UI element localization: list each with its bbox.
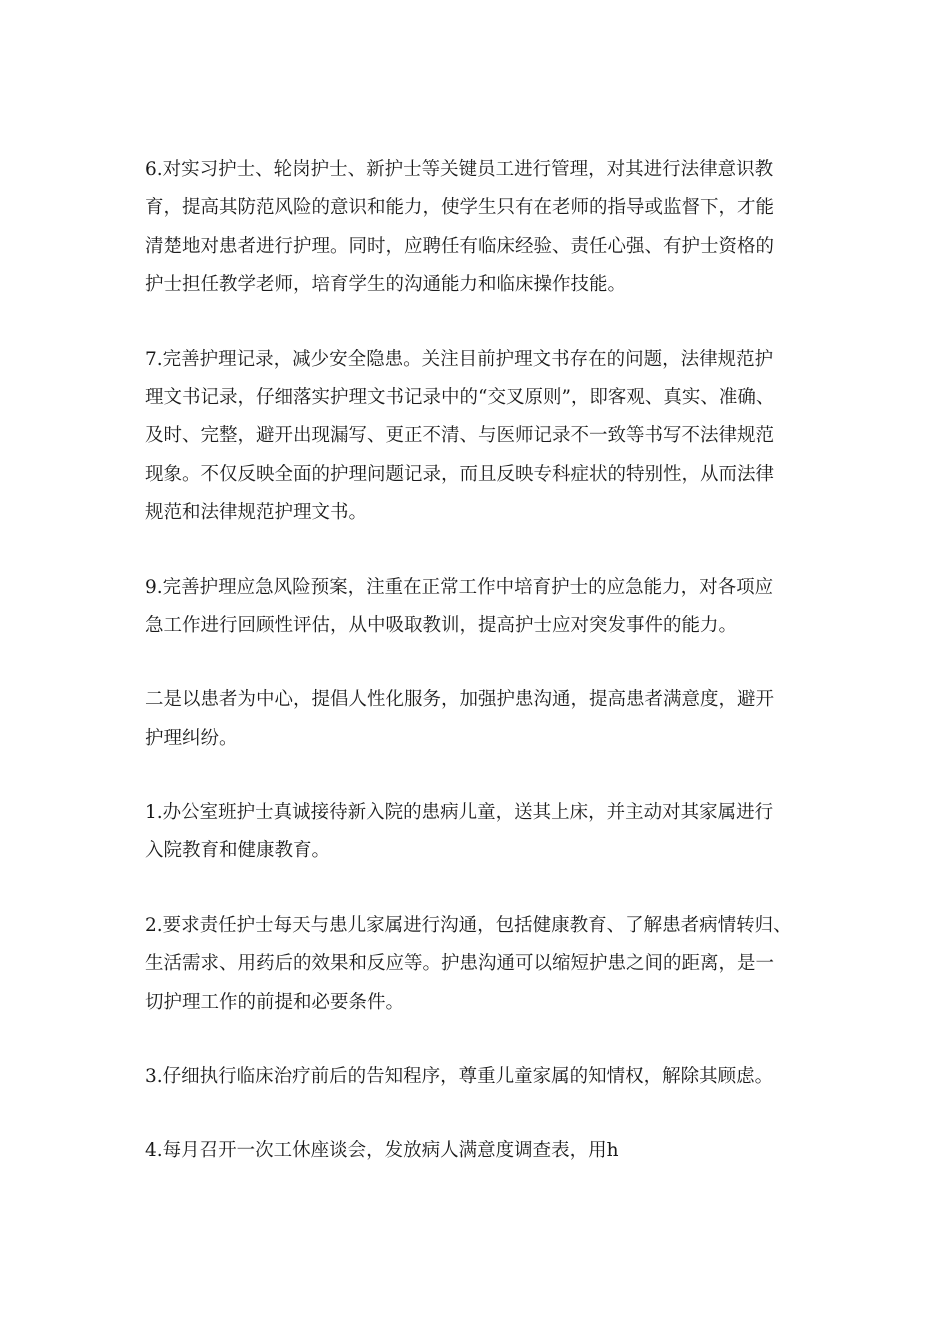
text-line: 切护理工作的前提和必要条件。 (145, 991, 405, 1013)
paragraph-item-2 (145, 907, 810, 1022)
text-line: 二是以患者为中心，提倡人性化服务，加强护患沟通，提高患者满意度，避开 (145, 689, 775, 711)
paragraph-item-1 (145, 794, 810, 871)
text-line: 理文书记录，仔细落实护理文书记录中的“交叉原则”，即客观、真实、准确、 (145, 386, 775, 408)
paragraph-item-7 (145, 341, 810, 533)
text-line: 3.仔细执行临床治疗前后的告知程序，尊重儿童家属的知情权，解除其顾虑。 (145, 1066, 774, 1088)
paragraph-item-9 (145, 569, 810, 646)
text-line: 生活需求、用药后的效果和反应等。护患沟通可以缩短护患之间的距离，是一 (145, 953, 775, 975)
text-line: 现象。不仅反映全面的护理问题记录，而且反映专科症状的特别性，从而法律 (145, 463, 775, 485)
text-line: 护士担任教学老师，培育学生的沟通能力和临床操作技能。 (145, 274, 627, 296)
paragraph-section-two (145, 681, 810, 758)
text-line: 7.完善护理记录，减少安全隐患。关注目前护理文书存在的问题，法律规范护 (145, 348, 774, 370)
text-line: 规范和法律规范护理文书。 (145, 502, 368, 524)
text-line: 9.完善护理应急风险预案，注重在正常工作中培育护士的应急能力，对各项应 (145, 576, 774, 598)
paragraph-item-6 (145, 151, 810, 305)
text-line: 育，提高其防范风险的意识和能力，使学生只有在老师的指导或监督下，才能 (145, 197, 775, 219)
paragraph-item-3 (145, 1058, 810, 1096)
text-line: 清楚地对患者进行护理。同时，应聘任有临床经验、责任心强、有护士资格的 (145, 235, 775, 257)
text-line: 4.每月召开一次工休座谈会，发放病人满意度调查表，用h (145, 1140, 619, 1162)
text-line: 2.要求责任护士每天与患儿家属进行沟通，包括健康教育、了解患者病情转归、 (145, 914, 792, 936)
document-body (145, 151, 810, 1207)
text-line: 急工作进行回顾性评估，从中吸取教训，提高护士应对突发事件的能力。 (145, 614, 738, 636)
paragraph-item-4 (145, 1132, 810, 1170)
text-line: 护理纠纷。 (145, 727, 238, 749)
text-line: 1.办公室班护士真诚接待新入院的患病儿童，送其上床，并主动对其家属进行 (145, 802, 774, 824)
text-line: 6.对实习护士、轮岗护士、新护士等关键员工进行管理，对其进行法律意识教 (145, 159, 774, 180)
text-line: 入院教育和健康教育。 (145, 840, 331, 862)
text-line: 及时、完整，避开出现漏写、更正不清、与医师记录不一致等书写不法律规范 (145, 425, 775, 447)
